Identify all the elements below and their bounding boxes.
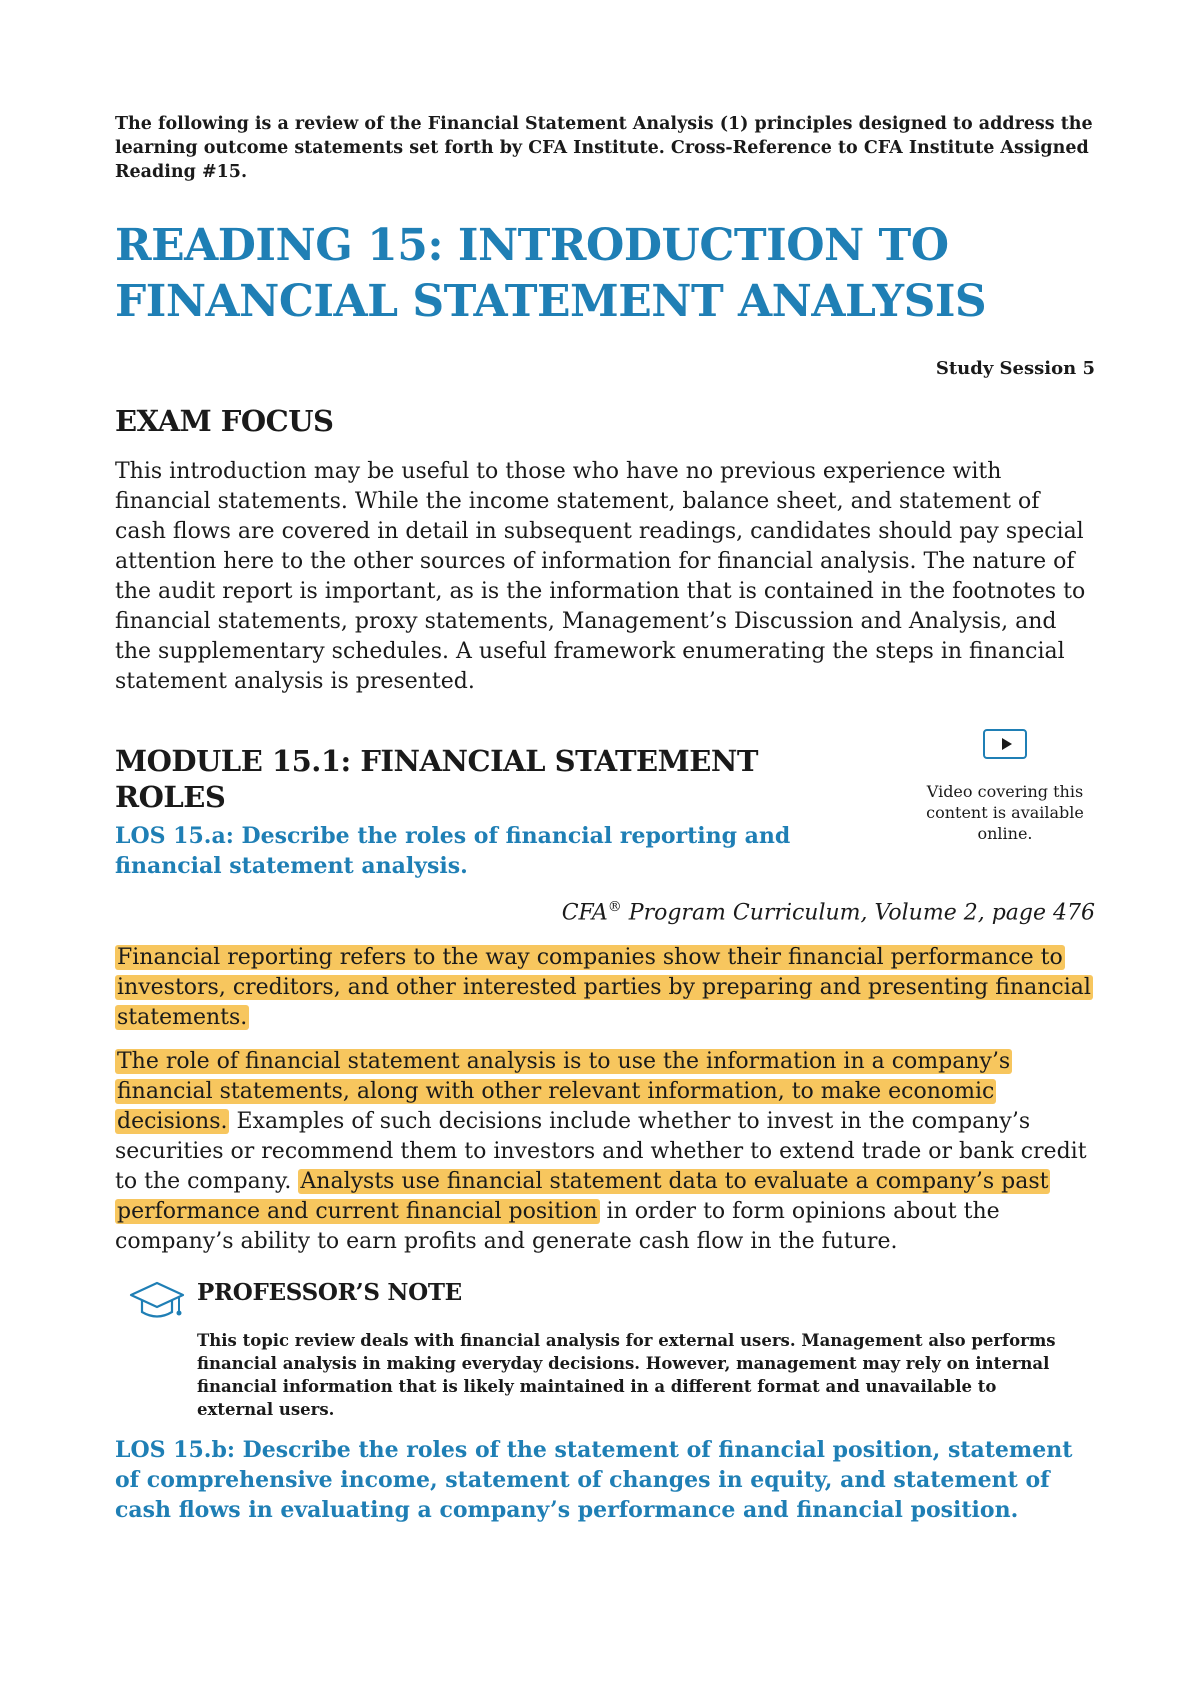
graduation-cap-icon — [129, 1279, 185, 1325]
module-heading: MODULE 15.1: FINANCIAL STATEMENT ROLES — [115, 744, 758, 814]
study-session: Study Session 5 — [935, 358, 1095, 379]
curriculum-reference — [115, 899, 1095, 925]
examples-text: Examples of such decisions include whether to invest in the company’s securities or recommend them to investors and whether to extend trade or bank credit to the company. — [115, 1109, 1087, 1195]
curriculum-prefix: CFA — [561, 900, 608, 926]
document-page — [115, 112, 1095, 1525]
highlight-financial-reporting: Financial reporting refers to the way companies show their financial performance to investors, creditors, and other interested parties by preparing and presenting financial statements. — [117, 945, 1091, 1031]
highlight-role-analysis: The role of financial statement analysis is to use the information in a company’s financial statements, along with other relevant information, to make economic decisions. — [117, 1049, 1011, 1135]
video-caption: Video covering this content is available online. — [926, 782, 1084, 843]
curriculum-suffix: Program Curriculum, Volume 2, page 476 — [621, 900, 1095, 926]
exam-focus-text: This introduction may be useful to those who have no previous experience with financial statements. While the income statement, balance sheet, and statement of cash flows are covered in detail in subsequent readings, candidates should pay special attention here to the other sources of information for financial analysis. The nature of the audit report is important, as is the information that is contained in the footnotes to financial statements, proxy statements, Management’s Discussion and Analysis, and the supplementary schedules. A useful framework enumerating the steps in financial statement analysis is presented. — [115, 459, 1086, 694]
professors-note — [115, 1273, 1095, 1425]
reading-title-line1: READING 15: INTRODUCTION TO — [115, 220, 949, 271]
video-callout[interactable] — [915, 729, 1095, 844]
exam-focus-heading: EXAM FOCUS — [115, 404, 334, 438]
los-a-heading: LOS 15.a: Describe the roles of financial reporting and financial statement analysis. — [115, 823, 791, 879]
reading-title — [115, 218, 1095, 330]
financial-analysis-paragraph — [115, 1047, 1095, 1257]
intro-text: The following is a review of the Financial Statement Analysis (1) principles designed to address the learning outcome statements set forth by CFA Institute. Cross-Reference to CFA Institute Assigned Reading #15. — [115, 114, 1093, 182]
module-section — [115, 719, 1095, 889]
registered-mark: ® — [607, 899, 622, 915]
los-b-heading: LOS 15.b: Describe the roles of the statement of financial position, statement of comprehensive income, statement of changes in equity, and statement of cash flows in evaluating a company’s performance and financial position. — [115, 1437, 1073, 1524]
play-icon[interactable] — [983, 729, 1027, 759]
professors-note-text: This topic review deals with financial analysis for external users. Management also performs financial analysis in making everyday decisions. However, management may rely on internal financial information that is likely maintained in a different format and unavailable to external users. — [197, 1331, 1056, 1420]
professors-note-heading: PROFESSOR’S NOTE — [197, 1279, 462, 1307]
reading-title-line2: FINANCIAL STATEMENT ANALYSIS — [115, 276, 987, 327]
financial-reporting-paragraph — [115, 943, 1095, 1033]
highlight-analysts-use: Analysts use financial statement data to evaluate a company’s past performance and current financial position — [117, 1169, 1049, 1225]
future-text: in order to form opinions about the company’s ability to earn profits and generate cash flow in the future. — [115, 1199, 1000, 1255]
